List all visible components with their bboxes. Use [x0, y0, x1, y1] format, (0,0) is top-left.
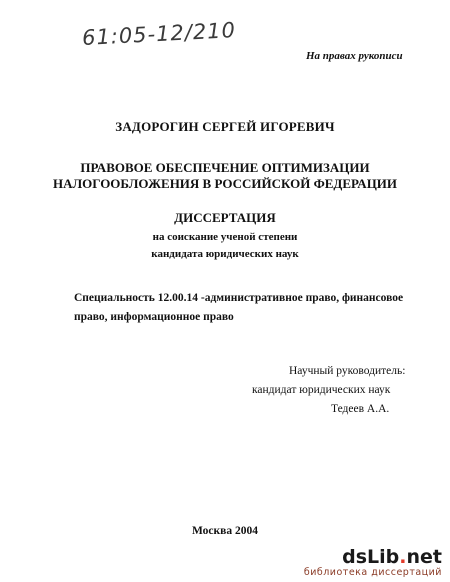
- city-year: Москва 2004: [191, 525, 259, 537]
- logo-main: dsLib: [342, 546, 400, 568]
- degree-line-2: кандидата юридических наук: [151, 248, 299, 260]
- specialty-block: [74, 289, 424, 327]
- watermark-subtitle: библиотека диссертаций: [303, 567, 442, 578]
- advisor-block: [252, 362, 405, 419]
- specialty-line-2: право, информационное право: [74, 311, 234, 323]
- title-line-1: ПРАВОВОЕ ОБЕСПЕЧЕНИЕ ОПТИМИЗАЦИИ: [80, 160, 370, 175]
- specialty-line-1: Специальность 12.00.14 -административное право, финансовое: [74, 292, 404, 304]
- author-name: ЗАДОРОГИН СЕРГЕЙ ИГОРЕВИЧ: [115, 119, 335, 134]
- title-line-2: НАЛОГООБЛОЖЕНИЯ В РОССИЙСКОЙ ФЕДЕРАЦИИ: [52, 176, 398, 191]
- dslib-logo: [302, 547, 442, 567]
- handwritten-catalog-number: 61:05-12/210: [81, 17, 237, 51]
- degree-block: [0, 229, 450, 263]
- rights-note: На правах рукописи: [306, 50, 403, 62]
- logo-end: net: [406, 546, 442, 568]
- advisor-label: Научный руководитель:: [289, 365, 406, 377]
- logo-dot: .: [399, 546, 407, 568]
- dslib-watermark[interactable]: [302, 547, 442, 578]
- advisor-degree: кандидат юридических наук: [252, 384, 391, 396]
- document-type: ДИССЕРТАЦИЯ: [174, 210, 276, 225]
- advisor-name: Тедеев А.А.: [331, 403, 390, 415]
- degree-line-1: на соискание ученой степени: [152, 231, 298, 243]
- dissertation-title: [0, 160, 450, 192]
